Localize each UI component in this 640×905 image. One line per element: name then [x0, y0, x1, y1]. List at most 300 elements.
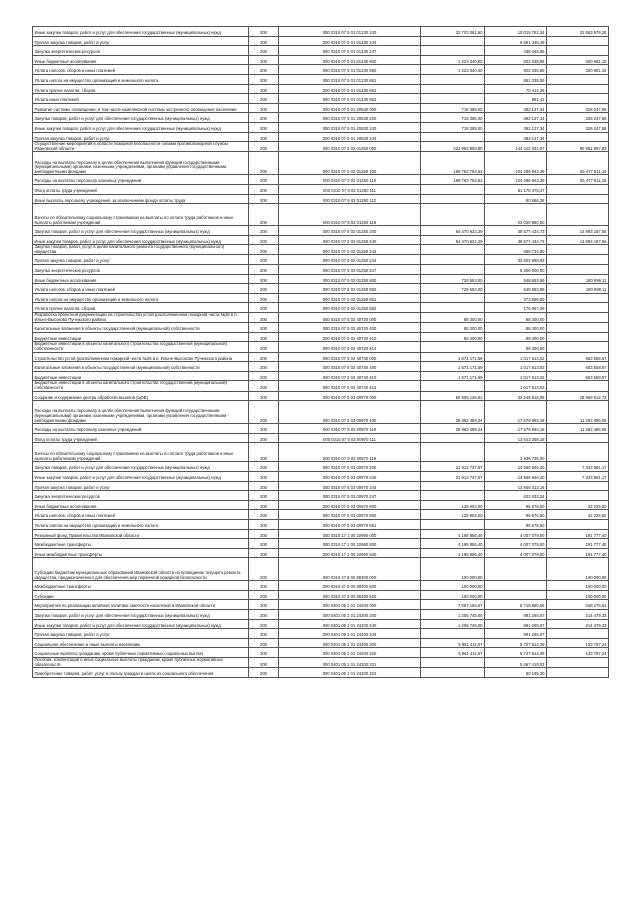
row-executed: 33 602 699,93: [485, 255, 547, 265]
row-executed: 96 676,50: [485, 519, 547, 529]
row-unexecuted: 348 276,51: [547, 600, 609, 610]
row-line-code: 200: [249, 658, 279, 668]
row-budget-code: 000 0310 47 9 00 89300 000: [279, 558, 421, 581]
table-row: [33, 668, 609, 678]
row-executed: 922 338,85: [485, 65, 547, 75]
row-executed: 922 338,85: [485, 55, 547, 65]
row-line-code: 200: [249, 94, 279, 104]
row-line-code: 200: [249, 491, 279, 501]
row-budget-code: 000 0310 07 5 01 01230 850: [279, 65, 421, 75]
row-approved: 1 205 745,00: [421, 610, 485, 620]
row-unexecuted: 32 225,50: [547, 510, 609, 520]
row-line-code: 200: [249, 152, 279, 175]
row-executed: 39 577 434,73: [485, 235, 547, 245]
row-name: Иные межбюджетные трансферты: [33, 548, 249, 558]
row-unexecuted: [547, 265, 609, 275]
row-approved: [421, 443, 485, 462]
row-executed: 32 245 516,08: [485, 391, 547, 401]
row-executed: 10 019 782,34: [485, 27, 547, 37]
row-name: Иные закупки товаров, работ и услуг для обеспечения государственных (муниципальных) нужд: [33, 122, 249, 132]
table-row: [33, 265, 609, 275]
row-line-code: 200: [249, 313, 279, 323]
row-unexecuted: 22 683 579,26: [547, 27, 609, 37]
row-approved: 88 300,00: [421, 313, 485, 323]
row-line-code: 200: [249, 342, 279, 352]
row-name: Социальное обеспечение и иные выплаты населению: [33, 638, 249, 648]
table-row: [33, 433, 609, 443]
row-budget-code: 000 0310 07 5 03 00970 119: [279, 443, 421, 462]
row-line-code: 200: [249, 558, 279, 581]
row-executed: 991 265,67: [485, 619, 547, 629]
row-executed: 5 727 614,39: [485, 638, 547, 648]
row-executed: 39 577 434,73: [485, 226, 547, 236]
row-line-code: 200: [249, 265, 279, 275]
table-row: [33, 548, 609, 558]
row-approved: 1 205 745,00: [421, 619, 485, 629]
row-name: Фонд оплаты труда учреждений: [33, 433, 249, 443]
row-line-code: 200: [249, 184, 279, 194]
row-line-code: 200: [249, 132, 279, 142]
row-name: Расходы на выплаты персоналу казенных учреждений: [33, 424, 249, 434]
table-row: [33, 610, 609, 620]
row-unexecuted: 80 551 897,83: [547, 142, 609, 152]
table-row: [33, 391, 609, 401]
row-unexecuted: [547, 658, 609, 668]
row-budget-code: 000 0310 07 5 03 00970 100: [279, 401, 421, 424]
row-approved: 28 863 489,24: [421, 401, 485, 424]
row-unexecuted: [547, 194, 609, 204]
row-unexecuted: 180 899,11: [547, 274, 609, 284]
row-name: Расходы на выплаты персоналу в целях обеспечения выполнения функций государственными (муниципальными) органами, казенными учреждениями, органами управления государственными внебюджетными фондами: [33, 401, 249, 424]
row-approved: 54 470 622,29: [421, 235, 485, 245]
row-unexecuted: [547, 84, 609, 94]
row-name: Осуществление мероприятий в области пожарной безопасности силами противопожарной службы Ивановской области: [33, 142, 249, 152]
row-budget-code: 000 0310 07 5 03 00970 851: [279, 519, 421, 529]
row-budget-code: 000 0310 07 5 03 00970 800: [279, 500, 421, 510]
row-budget-code: 000 0310 07 5 01 01230 247: [279, 46, 421, 56]
row-budget-code: 000 0310 07 5 02 40720 414: [279, 342, 421, 352]
row-name: Резервный фонд Правительства Ивановской области: [33, 529, 249, 539]
table-row: [33, 94, 609, 104]
table-row: [33, 371, 609, 381]
row-executed: 392 137,34: [485, 113, 547, 123]
row-budget-code: 000 0310 07 5 03 00970 850: [279, 510, 421, 520]
row-approved: [421, 491, 485, 501]
row-executed: 991 265,67: [485, 610, 547, 620]
table-row: [33, 519, 609, 529]
row-executed: 3 936 735,00: [485, 443, 547, 462]
row-budget-code: 000 0310 07 5 02 01250 244: [279, 255, 421, 265]
table-row: [33, 303, 609, 313]
row-approved: 5 861 411,57: [421, 648, 485, 658]
row-approved: 21 912 737,57: [421, 462, 485, 472]
table-row: [33, 381, 609, 391]
table-row: [33, 590, 609, 600]
row-approved: 718 385,00: [421, 122, 485, 132]
table-row: [33, 558, 609, 581]
row-executed: 622 533,24: [485, 491, 547, 501]
row-name: Мероприятия по реализации активной политики занятости населения в Ивановской области: [33, 600, 249, 610]
row-unexecuted: 326 247,66: [547, 113, 609, 123]
table-row: [33, 500, 609, 510]
row-line-code: 200: [249, 648, 279, 658]
row-unexecuted: [547, 303, 609, 313]
row-budget-code: 000 0310 07 5 03 00970 111: [279, 433, 421, 443]
row-budget-code: 000 0310 07 5 01 01230 800: [279, 55, 421, 65]
row-budget-code: 000 0310 07 5 01 20530 200: [279, 113, 421, 123]
row-name: Иные бюджетные ассигнования: [33, 55, 249, 65]
row-unexecuted: [547, 629, 609, 639]
row-unexecuted: 326 247,66: [547, 103, 609, 113]
row-name: Закупка товаров, работ и услуг для обеспечения государственных (муниципальных) нужд: [33, 462, 249, 472]
row-unexecuted: 65 477 811,16: [547, 152, 609, 175]
row-name: Уплата налогов, сборов и иных платежей: [33, 65, 249, 75]
table-row: [33, 619, 609, 629]
row-unexecuted: 11 283 496,06: [547, 401, 609, 424]
row-unexecuted: 65 477 811,16: [547, 175, 609, 185]
row-unexecuted: [547, 481, 609, 491]
table-row: [33, 152, 609, 175]
row-budget-code: 000 0310 07 5 01 01230 244: [279, 36, 421, 46]
row-approved: [421, 184, 485, 194]
row-executed: 60 195,30: [485, 668, 547, 678]
row-line-code: 200: [249, 529, 279, 539]
row-line-code: 200: [249, 424, 279, 434]
row-budget-code: 000 0310 07 5 03 00970 240: [279, 471, 421, 481]
row-name: Прочая закупка товаров, работ и услуг: [33, 629, 249, 639]
table-body: [33, 27, 609, 678]
row-approved: [421, 629, 485, 639]
row-name: Уплата налогов, сборов и иных платежей: [33, 510, 249, 520]
row-unexecuted: [547, 668, 609, 678]
row-budget-code: 000 0310 07 5 01 01230 851: [279, 74, 421, 84]
row-line-code: 200: [249, 323, 279, 333]
row-unexecuted: 300 981,15: [547, 55, 609, 65]
row-name: Бюджетные инвестиции: [33, 371, 249, 381]
row-line-code: 200: [249, 36, 279, 46]
row-approved: [421, 204, 485, 226]
row-approved: [421, 74, 485, 84]
table-row: [33, 443, 609, 462]
row-line-code: 200: [249, 462, 279, 472]
row-approved: [421, 433, 485, 443]
row-unexecuted: 7 343 891,17: [547, 471, 609, 481]
row-line-code: 200: [249, 204, 279, 226]
row-name: Бюджетные инвестиции в объекты капитального строительства государственной (муниципальной) собственности: [33, 381, 249, 391]
row-line-code: 200: [249, 103, 279, 113]
row-name: Капитальные вложения в объекты государственной (муниципальной) собственности: [33, 362, 249, 372]
row-name: Субсидии: [33, 590, 249, 600]
row-name: Иные закупки товаров, работ и услуг для обеспечения государственных (муниципальных) нужд: [33, 235, 249, 245]
row-line-code: 200: [249, 142, 279, 152]
expenditure-table: [32, 26, 609, 678]
row-unexecuted: 653 558,57: [547, 362, 609, 372]
row-budget-code: 000 0401 05 1 01 24200 321: [279, 658, 421, 668]
row-name: Расходы на выплаты персоналу казенных учреждений: [33, 175, 249, 185]
row-approved: 1 671 171,59: [421, 362, 485, 372]
row-approved: 718 385,00: [421, 113, 485, 123]
row-name: Бюджетные инвестиции: [33, 332, 249, 342]
row-budget-code: 000 0401 05 1 01 24200 323: [279, 668, 421, 678]
row-executed: 23 029 880,50: [485, 204, 547, 226]
row-approved: 32 703 361,60: [421, 27, 485, 37]
row-approved: [421, 303, 485, 313]
row-budget-code: 000 0310 07 5 02 01250 247: [279, 265, 421, 275]
row-executed: 5 727 614,39: [485, 648, 547, 658]
row-name: Приобретение товаров, работ, услуг в пользу граждан в целях их социального обеспечения: [33, 668, 249, 678]
row-executed: [485, 558, 547, 581]
row-budget-code: 000 0401 05 1 01 24200 300: [279, 638, 421, 648]
row-approved: 1 223 340,00: [421, 65, 485, 75]
row-approved: 4 198 856,40: [421, 539, 485, 549]
row-approved: 100 000,00: [421, 558, 485, 581]
row-approved: 54 470 622,29: [421, 226, 485, 236]
row-approved: [421, 519, 485, 529]
table-row: [33, 481, 609, 491]
row-executed: 70 412,35: [485, 84, 547, 94]
row-unexecuted: 191 777,40: [547, 548, 609, 558]
row-name: Социальные выплаты гражданам, кроме публичных нормативных социальных выплат: [33, 648, 249, 658]
row-approved: [421, 481, 485, 491]
row-unexecuted: 133 797,24: [547, 648, 609, 658]
row-executed: 5 667 419,03: [485, 658, 547, 668]
row-line-code: 200: [249, 471, 279, 481]
row-budget-code: 000 0310 07 5 02 40720 000: [279, 313, 421, 323]
row-approved: [421, 342, 485, 352]
row-unexecuted: 11 283 496,06: [547, 424, 609, 434]
row-approved: [421, 94, 485, 104]
row-line-code: 200: [249, 27, 279, 37]
row-budget-code: 000 0310 07 5 01 01230 853: [279, 94, 421, 104]
row-name: Уплата прочих налогов, сборов: [33, 303, 249, 313]
row-unexecuted: 191 777,40: [547, 529, 609, 539]
row-unexecuted: 14 893 187,56: [547, 226, 609, 236]
row-line-code: 200: [249, 352, 279, 362]
row-name: Иные закупки товаров, работ и услуг для обеспечения государственных (муниципальных) нужд: [33, 619, 249, 629]
row-unexecuted: 133 797,24: [547, 638, 609, 648]
row-approved: 718 385,00: [421, 103, 485, 113]
row-unexecuted: [547, 381, 609, 391]
row-unexecuted: 100 000,00: [547, 558, 609, 581]
row-name: Строительство устой (расположенном пожарной части №26 в п. Ильне-Высоково Пучежского района: [33, 352, 249, 362]
row-name: Иные бюджетные ассигнования: [33, 274, 249, 284]
row-budget-code: 000 0310 07 5 03 00970 000: [279, 391, 421, 401]
row-executed: 17 579 993,18: [485, 401, 547, 424]
row-approved: [421, 46, 485, 56]
row-unexecuted: [547, 342, 609, 352]
row-approved: 128 902,00: [421, 510, 485, 520]
table-row: [33, 401, 609, 424]
row-unexecuted: [547, 293, 609, 303]
table-row: [33, 122, 609, 132]
row-unexecuted: [547, 132, 609, 142]
row-unexecuted: [547, 491, 609, 501]
row-unexecuted: [547, 313, 609, 323]
table-row: [33, 175, 609, 185]
row-line-code: 200: [249, 371, 279, 381]
row-executed: 96 676,50: [485, 500, 547, 510]
row-budget-code: 000 0310 07 5 03 00970 244: [279, 481, 421, 491]
row-unexecuted: [547, 443, 609, 462]
row-name: Бюджетные инвестиции в объекты капитального строительства государственной (муниципальной) собственности: [33, 342, 249, 352]
row-approved: [421, 194, 485, 204]
row-approved: 1 223 340,00: [421, 55, 485, 65]
row-executed: 548 653,89: [485, 274, 547, 284]
row-approved: [421, 36, 485, 46]
row-executed: 104 286 943,39: [485, 175, 547, 185]
row-name: Уплата налогов, сборов и иных платежей: [33, 284, 249, 294]
row-executed: 14 568 846,40: [485, 471, 547, 481]
row-line-code: 200: [249, 84, 279, 94]
row-name: Закупка товаров, работ и услуг для обеспечения государственных (муниципальных) нужд: [33, 610, 249, 620]
row-executed: 88 300,00: [485, 332, 547, 342]
row-executed: 392 137,34: [485, 132, 547, 142]
row-executed: 1 017 613,02: [485, 371, 547, 381]
row-line-code: 200: [249, 293, 279, 303]
row-executed: 1 017 613,02: [485, 381, 547, 391]
row-unexecuted: 180 899,11: [547, 284, 609, 294]
row-budget-code: 000 0310 07 5 02 40740 410: [279, 371, 421, 381]
row-unexecuted: [547, 255, 609, 265]
table-row: [33, 284, 609, 294]
row-executed: 144 412 031,97: [485, 142, 547, 152]
row-line-code: 200: [249, 55, 279, 65]
row-budget-code: 000 0310 07 5 01 01230 240: [279, 27, 421, 37]
row-line-code: 200: [249, 332, 279, 342]
row-budget-code: 000 0310 07 5 02 01250 851: [279, 293, 421, 303]
row-budget-code: 000 0310 07 5 01 01230 852: [279, 84, 421, 94]
row-budget-code: 000 0310 07 5 01 20530 244: [279, 132, 421, 142]
row-unexecuted: [547, 204, 609, 226]
row-name: Межбюджетные трансферты: [33, 539, 249, 549]
row-budget-code: 000 0401 05 1 01 24200 240: [279, 619, 421, 629]
row-unexecuted: 300 981,15: [547, 65, 609, 75]
row-budget-code: 000 0310 07 5 02 01250 850: [279, 284, 421, 294]
row-unexecuted: 191 777,40: [547, 539, 609, 549]
row-approved: 4 198 856,40: [421, 548, 485, 558]
row-unexecuted: 214 479,33: [547, 619, 609, 629]
table-row: [33, 424, 609, 434]
row-line-code: 200: [249, 519, 279, 529]
table-row: [33, 113, 609, 123]
row-executed: 14 568 846,40: [485, 462, 547, 472]
row-budget-code: 000 0310 07 5 02 01250 200: [279, 226, 421, 236]
row-executed: 548 653,89: [485, 284, 547, 294]
row-executed: 175 057,09: [485, 303, 547, 313]
row-executed: 5 306 000,00: [485, 265, 547, 275]
table-row: [33, 510, 609, 520]
row-unexecuted: 100 000,00: [547, 590, 609, 600]
row-budget-code: 000 0310 07 5 02 01250 112: [279, 194, 421, 204]
row-name: Иные бюджетные ассигнования: [33, 500, 249, 510]
row-approved: 1 671 171,59: [421, 371, 485, 381]
row-name: Закупка энергетических ресурсов: [33, 265, 249, 275]
row-budget-code: 000 0401 05 1 01 24200 320: [279, 648, 421, 658]
row-name: Уплата прочих налогов, сборов: [33, 84, 249, 94]
row-approved: 88 300,00: [421, 332, 485, 342]
report-sheet: [32, 26, 608, 678]
row-unexecuted: [547, 74, 609, 84]
row-unexecuted: [547, 323, 609, 333]
row-budget-code: 000 0310 07 5 01 20530 000: [279, 103, 421, 113]
row-unexecuted: 214 479,33: [547, 610, 609, 620]
table-row: [33, 84, 609, 94]
row-name: Закупка товаров, работ и услуг для обеспечения государственных (муниципальных) нужд: [33, 113, 249, 123]
row-budget-code: 000 0310 07 5 02 40740 000: [279, 352, 421, 362]
row-name: Уплата налога на имущество организаций и земельного налога: [33, 519, 249, 529]
row-name: Закупка энергетических ресурсов: [33, 491, 249, 501]
row-line-code: 200: [249, 255, 279, 265]
row-budget-code: 000 0310 07 5 01 20530 240: [279, 122, 421, 132]
row-approved: 4 198 856,40: [421, 529, 485, 539]
row-budget-code: 000 0310 07 5 03 00970 110: [279, 424, 421, 434]
table-row: [33, 103, 609, 113]
row-approved: 7 067 156,57: [421, 600, 485, 610]
row-line-code: 200: [249, 122, 279, 132]
row-executed: 80 586,28: [485, 194, 547, 204]
row-line-code: 200: [249, 581, 279, 591]
row-executed: 17 579 993,18: [485, 424, 547, 434]
row-executed: 13 643 258,18: [485, 433, 547, 443]
row-line-code: 200: [249, 500, 279, 510]
row-name: Уплата налога на имущество организаций и земельного налога: [33, 293, 249, 303]
row-name: Прочая закупка товаров, работ и услуг: [33, 255, 249, 265]
row-name: Закупка товаров, работ и услуг для обеспечения государственных (муниципальных) нужд: [33, 226, 249, 236]
row-executed: 1 017 613,02: [485, 352, 547, 362]
row-executed: 4 007 079,00: [485, 529, 547, 539]
row-budget-code: 000 0310 07 5 02 40720 400: [279, 323, 421, 333]
row-name: Прочая закупка товаров, работ и услуг: [33, 481, 249, 491]
row-approved: 224 963 909,80: [421, 142, 485, 152]
row-line-code: 200: [249, 274, 279, 284]
table-row: [33, 581, 609, 591]
row-executed: 373 596,80: [485, 293, 547, 303]
row-budget-code: 000 0310 07 5 02 01250 000: [279, 142, 421, 152]
row-line-code: 200: [249, 245, 279, 255]
row-approved: 169 763 754,61: [421, 175, 485, 185]
row-line-code: 200: [249, 65, 279, 75]
row-executed: 591,41: [485, 94, 547, 104]
table-row: [33, 293, 609, 303]
row-name: Взносы по обязательному социальному страхованию на выплаты по оплате труда работников и иные выплаты работникам учреждений: [33, 443, 249, 462]
row-name: Иные закупки товаров, работ и услуг для обеспечения государственных (муниципальных) нужд: [33, 27, 249, 37]
table-row: [33, 74, 609, 84]
table-row: [33, 255, 609, 265]
row-approved: [421, 658, 485, 668]
row-executed: [485, 590, 547, 600]
table-row: [33, 245, 609, 255]
row-line-code: 200: [249, 481, 279, 491]
row-name: Субсидии бюджетам муниципальных образований Ивановской области на проведение текущего ремонта имущества, предназначенного для обеспечения мер первичной пожарной безопасности: [33, 558, 249, 581]
row-name: Иные выплаты персоналу учреждений, за исключением фонда оплаты труда: [33, 194, 249, 204]
table-row: [33, 323, 609, 333]
row-approved: 729 553,00: [421, 284, 485, 294]
row-executed: 392 137,34: [485, 122, 547, 132]
row-budget-code: 000 0310 17 1 00 22960 000: [279, 529, 421, 539]
row-line-code: 200: [249, 510, 279, 520]
row-budget-code: 000 0310 07 5 02 01250 800: [279, 274, 421, 284]
table-row: [33, 638, 609, 648]
row-line-code: 200: [249, 401, 279, 424]
row-budget-code: 000 0310 17 1 00 22960 500: [279, 539, 421, 549]
table-row: [33, 313, 609, 323]
row-approved: 169 763 754,61: [421, 152, 485, 175]
row-approved: [421, 265, 485, 275]
row-budget-code: 000 0401 05 1 01 24200 244: [279, 629, 421, 639]
row-line-code: 200: [249, 619, 279, 629]
row-unexecuted: [547, 332, 609, 342]
table-row: [33, 235, 609, 245]
